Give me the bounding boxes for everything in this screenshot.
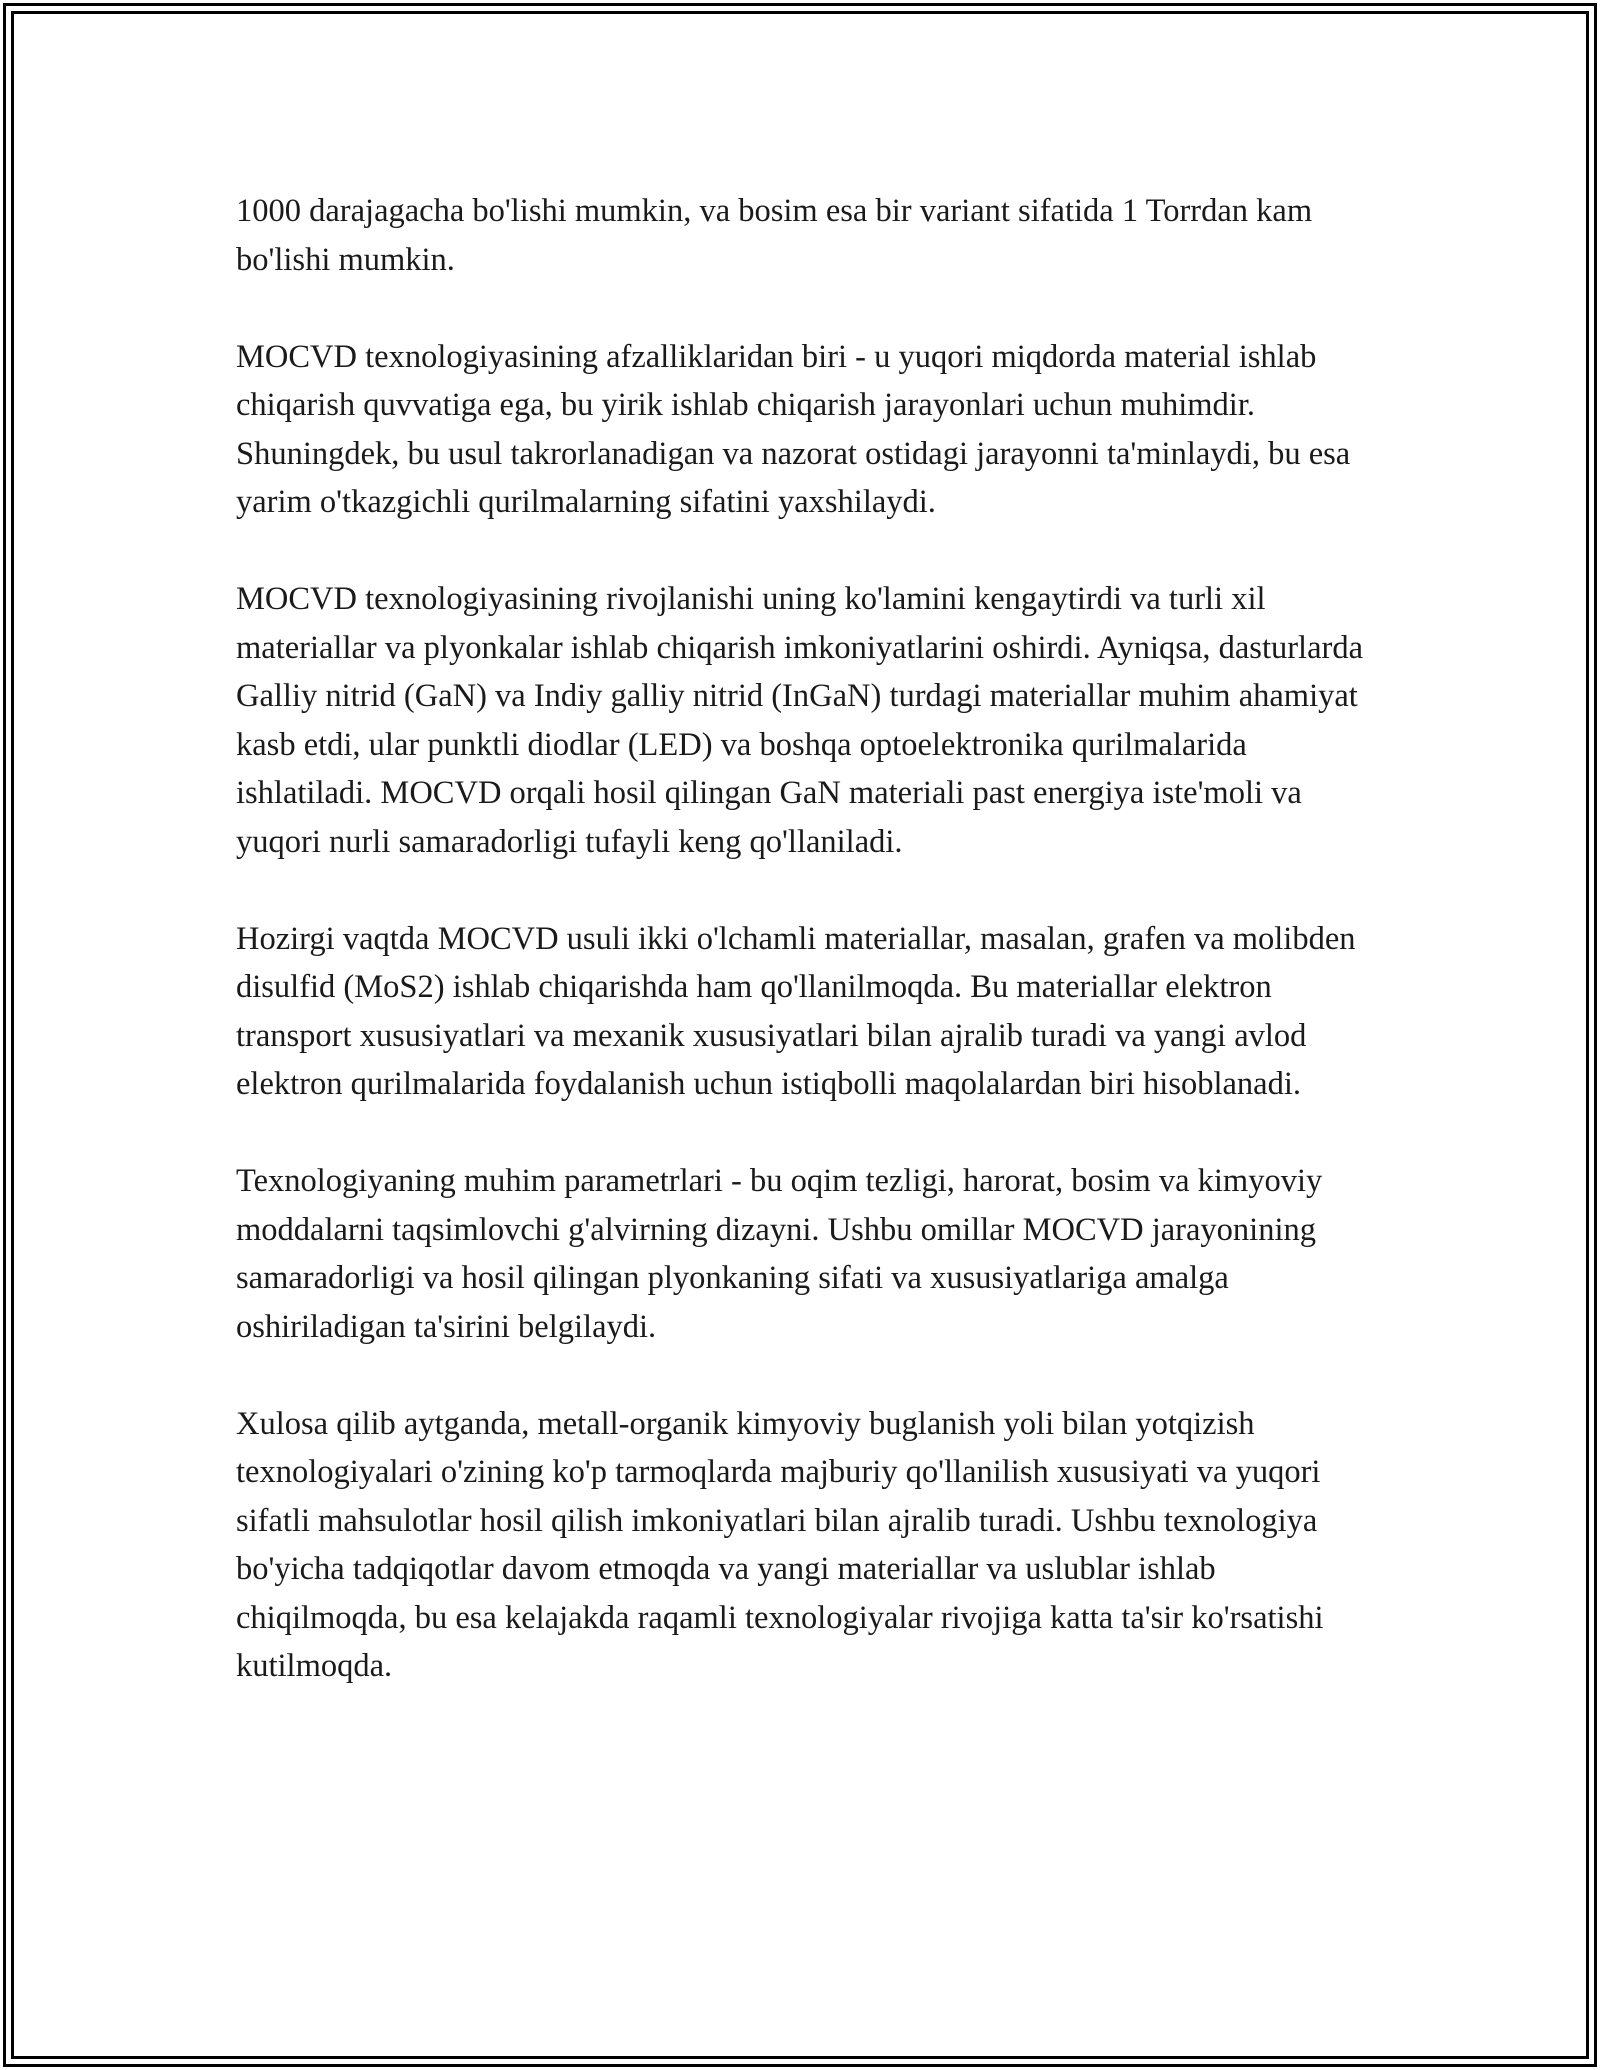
document-body <box>236 187 1376 1691</box>
paragraph: 1000 darajagacha bo'lishi mumkin, va bosim esa bir variant sifatida 1 Torrdan kam bo'lishi mumkin. <box>236 193 1313 278</box>
paragraph: Xulosa qilib aytganda, metall-organik kimyoviy buglanish yoli bilan yotqizish texnologiyalari o'zining ko'p tarmoqlarda majburiy qo'llanilish xususiyati va yuqori sifatli mahsulotlar hosil qilish imkoniyatlari bilan ajralib turadi. Ushbu texnologiya bo'yicha tadqiqotlar davom etmoqda va yangi materiallar va uslublar ishlab chiqilmoqda, bu esa kelajakda raqamli texnologiyalar rivojiga katta ta'sir ko'rsatishi kutilmoqda. <box>236 1405 1324 1684</box>
paragraph: Texnologiyaning muhim parametrlari - bu oqim tezligi, harorat, bosim va kimyoviy moddalarni taqsimlovchi g'alvirning dizayni. Ushbu omillar MOCVD jarayonining samaradorligi va hosil qilingan plyonkaning sifati va xususiyatlariga amalga oshiriladigan ta'sirini belgilaydi. <box>236 1163 1323 1345</box>
paragraph: MOCVD texnologiyasining rivojlanishi uning ko'lamini kengaytirdi va turli xil materiallar va plyonkalar ishlab chiqarish imkoniyatlarini oshirdi. Ayniqsa, dasturlarda Galliy nitrid (GaN) va Indiy galliy nitrid (InGaN) turdagi materiallar muhim ahamiyat kasb etdi, ular punktli diodlar (LED) va boshqa optoelektronika qurilmalarida ishlatiladi. MOCVD orqali hosil qilingan GaN materiali past energiya iste'moli va yuqori nurli samaradorligi tufayli keng qo'llaniladi. <box>236 581 1363 860</box>
paragraph: MOCVD texnologiyasining afzalliklaridan biri - u yuqori miqdorda material ishlab chiqarish quvvatiga ega, bu yirik ishlab chiqarish jarayonlari uchun muhimdir. Shuningdek, bu usul takrorlanadigan va nazorat ostidagi jarayonni ta'minlaydi, bu esa yarim o'tkazgichli qurilmalarning sifatini yaxshilaydi. <box>236 338 1351 520</box>
paragraph: Hozirgi vaqtda MOCVD usuli ikki o'lchamli materiallar, masalan, grafen va molibden disulfid (MoS2) ishlab chiqarishda ham qo'llanilmoqda. Bu materiallar elektron transport xususiyatlari va mexanik xususiyatlari bilan ajralib turadi va yangi avlod elektron qurilmalarida foydalanish uchun istiqbolli maqolalardan biri hisoblanadi. <box>236 920 1356 1102</box>
